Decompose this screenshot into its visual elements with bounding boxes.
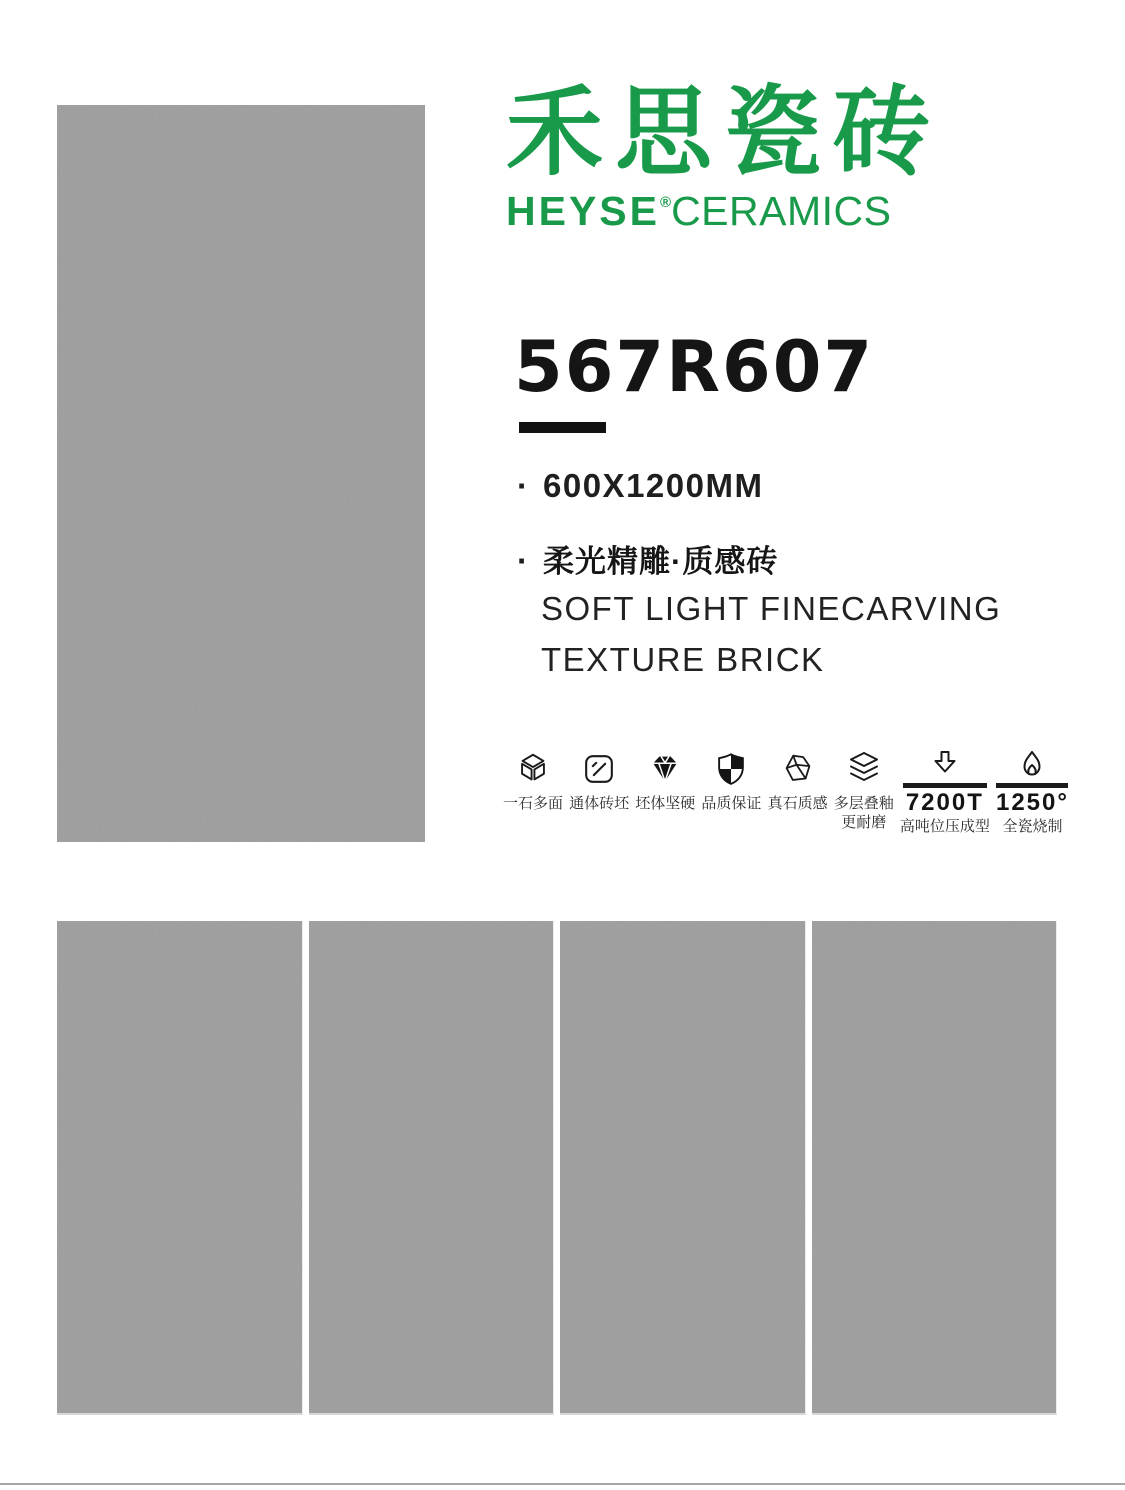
feature-label: 高吨位压成型 — [899, 818, 990, 835]
shield-check-icon — [701, 748, 761, 790]
stone-icon — [768, 748, 828, 790]
bullet-dot: · — [517, 542, 529, 579]
cube-icon — [503, 748, 563, 790]
main-tile-sample — [57, 105, 425, 842]
brand-logo-heyse: HEYSE — [506, 188, 660, 234]
feature-full-body-brick — [569, 748, 629, 814]
product-code: 567R607 — [514, 326, 875, 408]
feature-label: 一石多面 — [503, 795, 564, 812]
feature-one-stone-multi-face — [503, 748, 563, 814]
feature-label: 品质保证 — [701, 795, 762, 812]
flame-icon — [996, 748, 1069, 780]
feature-high-tonnage-press — [900, 748, 990, 837]
feature-icon-row — [503, 748, 1069, 837]
press-bar — [903, 783, 987, 788]
diamond-icon — [635, 748, 695, 790]
spec-name-cn-line — [517, 536, 778, 581]
tile-sample-4 — [812, 921, 1058, 1415]
bottom-tile-gallery — [57, 921, 1057, 1415]
product-name-en-line2: TEXTURE BRICK — [541, 641, 825, 678]
feature-full-porcelain-fired — [996, 748, 1069, 837]
brand-logo-english — [506, 188, 966, 235]
brick-slash-icon — [569, 748, 629, 790]
firing-temp-value: 1250° — [995, 789, 1069, 816]
tile-sample-3 — [560, 921, 806, 1415]
tile-sample-2 — [309, 921, 555, 1415]
feature-multi-layer-glaze — [834, 748, 894, 833]
product-name-en-line1: SOFT LIGHT FINECARVING — [541, 590, 1002, 627]
feature-label: 真石质感 — [767, 795, 828, 812]
press-tonnage-value: 7200T — [905, 789, 984, 816]
spec-size-line — [517, 467, 763, 505]
bottom-hairline — [0, 1483, 1125, 1485]
fire-bar — [996, 783, 1068, 788]
feature-label: 更耐磨 — [841, 813, 887, 831]
feature-label: 坯体坚硬 — [635, 795, 696, 812]
bullet-dot: · — [517, 467, 530, 504]
brand-logo-ceramics: CERAMICS — [671, 188, 892, 234]
feature-label: 全瓷烧制 — [1002, 818, 1063, 835]
tile-sample-1 — [57, 921, 303, 1415]
feature-label: 通体砖坯 — [569, 795, 630, 812]
feature-hard-body — [635, 748, 695, 814]
registered-mark: ® — [660, 194, 672, 211]
product-name-cn: 柔光精雕·质感砖 — [543, 544, 779, 579]
feature-real-stone-texture — [768, 748, 828, 814]
press-arrow-icon — [900, 748, 990, 780]
feature-label: 多层叠釉 — [833, 795, 894, 812]
layers-icon — [834, 748, 894, 790]
product-size: 600X1200MM — [543, 467, 764, 504]
brand-logo-chinese: 禾思瓷砖 — [506, 78, 942, 187]
feature-quality-guarantee — [701, 748, 761, 814]
code-underline-bar — [519, 422, 606, 433]
